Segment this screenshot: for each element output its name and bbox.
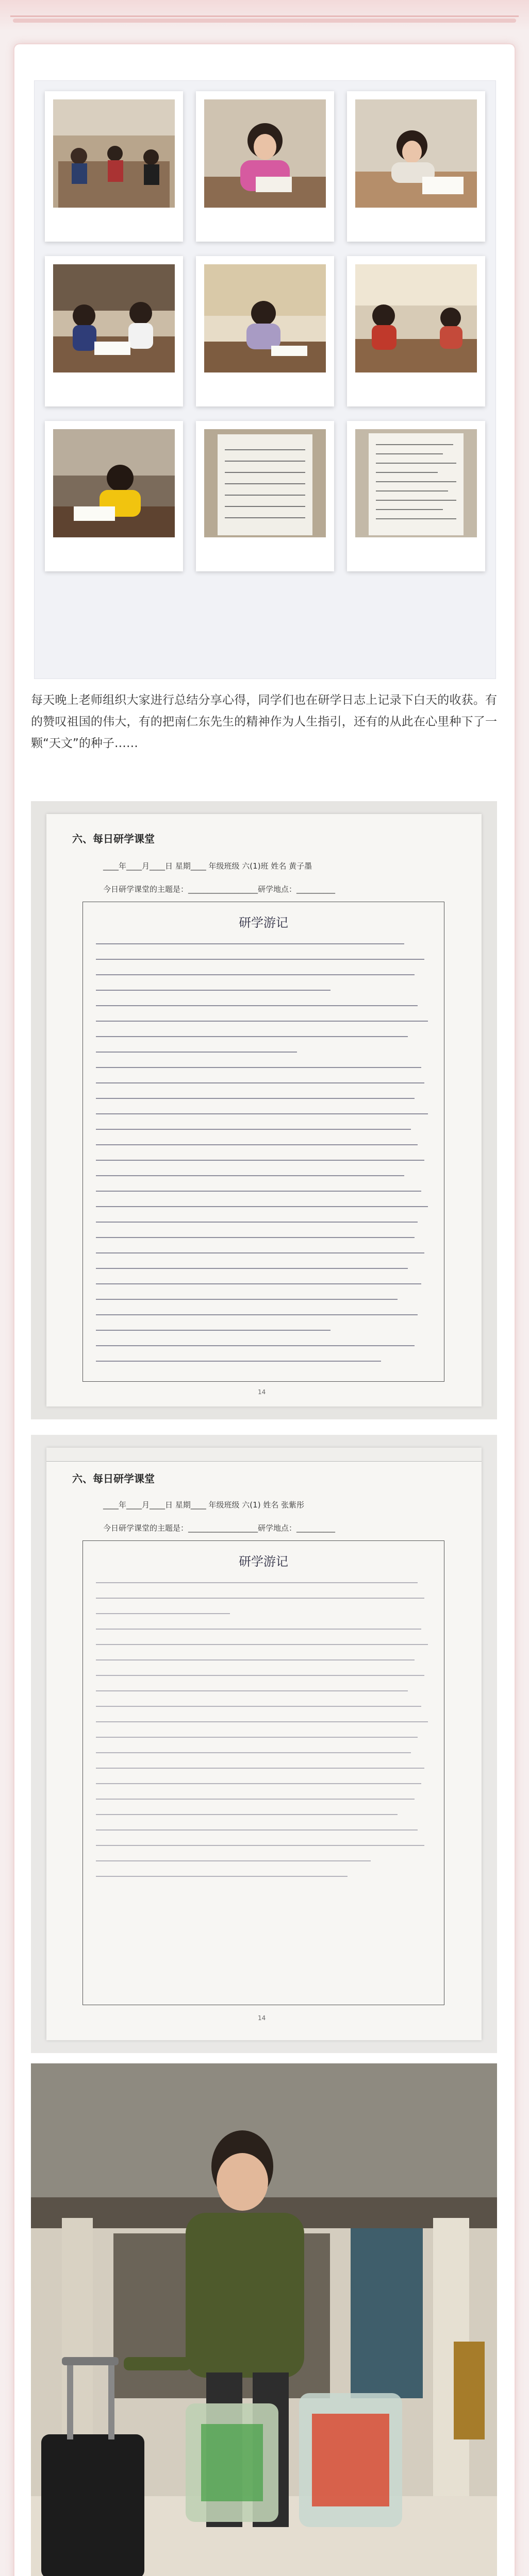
worksheet-date-line: ____年____月____日 星期____ 年级班级 六(1) 姓名 张紫彤 bbox=[103, 1500, 305, 1510]
worksheet-topic-line: 今日研学课堂的主题是：__________________研学地点：__________ bbox=[103, 1523, 336, 1533]
worksheet-sheet bbox=[46, 814, 482, 1406]
worksheet-photo-1 bbox=[31, 801, 497, 1419]
photo-girl-yellow bbox=[45, 421, 183, 571]
photo-group-study bbox=[45, 91, 183, 242]
handwritten-text bbox=[96, 943, 431, 1376]
page-number: 14 bbox=[258, 2014, 266, 2022]
photo-girl-writing-2 bbox=[347, 91, 485, 242]
worksheet-date-line: ____年____月____日 星期____ 年级班级 六(1)班 姓名 黄子墨 bbox=[103, 861, 312, 871]
photo-girl-writing-1 bbox=[196, 91, 334, 242]
worksheet-topic-line: 今日研学课堂的主题是：__________________研学地点：__________ bbox=[103, 885, 336, 894]
worksheet-section-title: 六、每日研学课堂 bbox=[72, 833, 155, 845]
photo-boy-with-luggage bbox=[31, 2063, 497, 2576]
intro-paragraph: 每天晚上老师组织大家进行总结分享心得，同学们也在研学日志上记录下白天的收获。有的赞叹祖国的伟大，有的把南仁东先生的精神作为人生指引，还有的从此在心里种下了一颗“天文”的种子…… bbox=[31, 693, 497, 750]
handwriting-box bbox=[82, 902, 444, 1382]
handwriting-box bbox=[82, 1540, 444, 2005]
book-header bbox=[46, 1448, 482, 1462]
handwritten-text bbox=[96, 1582, 431, 1891]
photo-worksheet-page bbox=[347, 421, 485, 571]
top-decoration bbox=[0, 0, 529, 31]
photo-grid bbox=[34, 80, 496, 679]
photo-girl-curtain bbox=[196, 256, 334, 406]
photo-girls-table bbox=[45, 256, 183, 406]
photo-notebook-page bbox=[196, 421, 334, 571]
worksheet-sheet bbox=[46, 1448, 482, 2040]
worksheet-photo-2 bbox=[31, 1435, 497, 2053]
page-number: 14 bbox=[258, 1388, 266, 1396]
photo-two-girls bbox=[347, 256, 485, 406]
handwritten-title: 研学游记 bbox=[239, 916, 288, 930]
worksheet-section-title: 六、每日研学课堂 bbox=[72, 1472, 155, 1485]
handwritten-title: 研学游记 bbox=[239, 1554, 288, 1569]
